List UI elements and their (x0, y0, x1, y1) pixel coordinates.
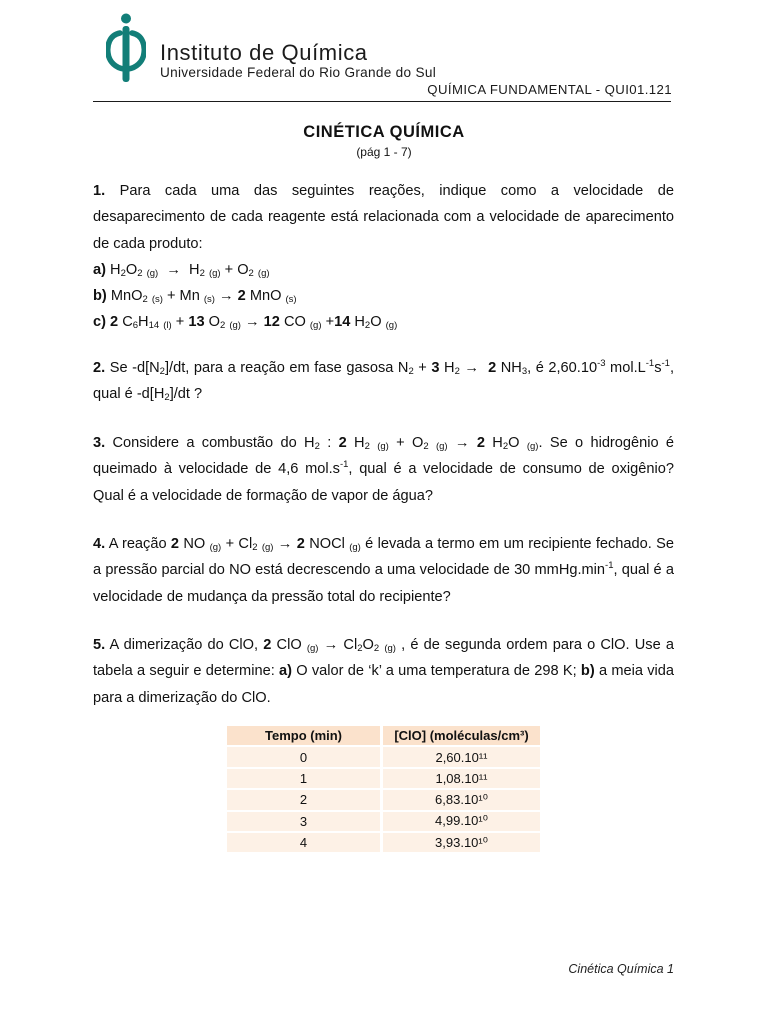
question-1-item-c: c) 2 $C_6H_{14}$ $_{(l)}$ + 13 $O_2$ $_{(g)}$ → 12 CO $_{(g)}$ +14 $H_2O$ $_{(g)}$ (93, 314, 398, 332)
concentration-cell: 4,99.10¹⁰ (382, 811, 541, 832)
question-2-text: 2. Se $-d[N_2]/dt$, para a reação em fase gasosa $N_2 + 3$ $H_2 \to 2$ $NH_3$, é $2,60.10^{-3}$ $mol.L^{-1}s^{-1}$, qual é $-d[H_2]/dt$ ? (93, 358, 675, 404)
concentration-cell: 1,08.10¹¹ (382, 768, 541, 789)
table-row (227, 832, 540, 853)
question-1-item-b: b) MnO$_2$ $_{(s)}$ + Mn $_{(s)}$ → 2 MnO $_{(s)}$ (93, 288, 297, 306)
time-cell: 3 (227, 811, 382, 832)
question-4-text: 4. A reação 2 NO $_{(g)} + Cl_2$ $_{(g)}$ → 2 NOCl $_{(g)}$ é levada a termo em um recipiente fechado. Se a pressão parcial do NO está decrescendo a uma velocidade de 30 $mmHg.\min^{-1}$, qual é a velocidade de mudança da pressão total do recipiente? (93, 536, 675, 605)
time-cell: 4 (227, 832, 382, 853)
question-4 (93, 531, 674, 610)
concentration-cell: 3,93.10¹⁰ (382, 832, 541, 853)
table-row (227, 811, 540, 832)
question-1 (93, 178, 674, 336)
university-name: Universidade Federal do Rio Grande do Sul (160, 65, 437, 80)
question-5 (93, 632, 674, 711)
question-1-item-a: a) $H_2O_2$ $_{(g)} \to H_2$ $_{(g)} + O_2$ $_{(g)}$ (93, 261, 270, 279)
column-header-concentration: [ClO] (moléculas/cm³) (382, 726, 541, 746)
header-divider (93, 101, 671, 102)
question-5-text: 5. A dimerização do ClO, 2 ClO $_{(g)} \to Cl_2O_2$ $_{(g)}$ , é de segunda ordem para o ClO. Use a tabela a seguir e determine: a) O valor de ‘k’ a uma temperatura de 298 K; b) a meia vida para a dimerização do ClO. (93, 637, 674, 706)
table-row (227, 746, 540, 767)
institute-name: Instituto de Química (160, 40, 368, 65)
column-header-time: Tempo (min) (227, 726, 382, 746)
question-3-text: 3. Considere a combustão do $H_2$ : 2 $H_2$ $_{(g)} + O_2$ $_{(g)}$ → 2 $H_2O$ $_{(g)}$. Se o hidrogênio é queimado à velocidade de 4,6 $mol.s^{-1}$, qual é a velocidade de consumo de oxigênio? Qual é a velocidade de formação de vapor de água? (93, 435, 675, 504)
phi-logo-icon (106, 13, 146, 83)
table-row (227, 789, 540, 810)
table-header-row (227, 726, 540, 746)
page-footer: Cinética Química 1 (568, 962, 674, 976)
question-1-text: 1. Para cada uma das seguintes reações, indique como a velocidade de desaparecimento de cada reagente está relacionada com a velocidade de aparecimento de cada produto: (93, 183, 674, 252)
question-3 (93, 430, 674, 509)
page-range: (pág 1 - 7) (356, 145, 412, 159)
table-row (227, 768, 540, 789)
question-2 (93, 355, 674, 408)
page-title: CINÉTICA QUÍMICA (303, 123, 465, 141)
concentration-cell: 6,83.10¹⁰ (382, 789, 541, 810)
concentration-table (227, 726, 540, 854)
time-cell: 0 (227, 746, 382, 767)
time-cell: 1 (227, 768, 382, 789)
time-cell: 2 (227, 789, 382, 810)
concentration-cell: 2,60.10¹¹ (382, 746, 541, 767)
course-code: QUÍMICA FUNDAMENTAL - QUI01.121 (427, 82, 672, 97)
